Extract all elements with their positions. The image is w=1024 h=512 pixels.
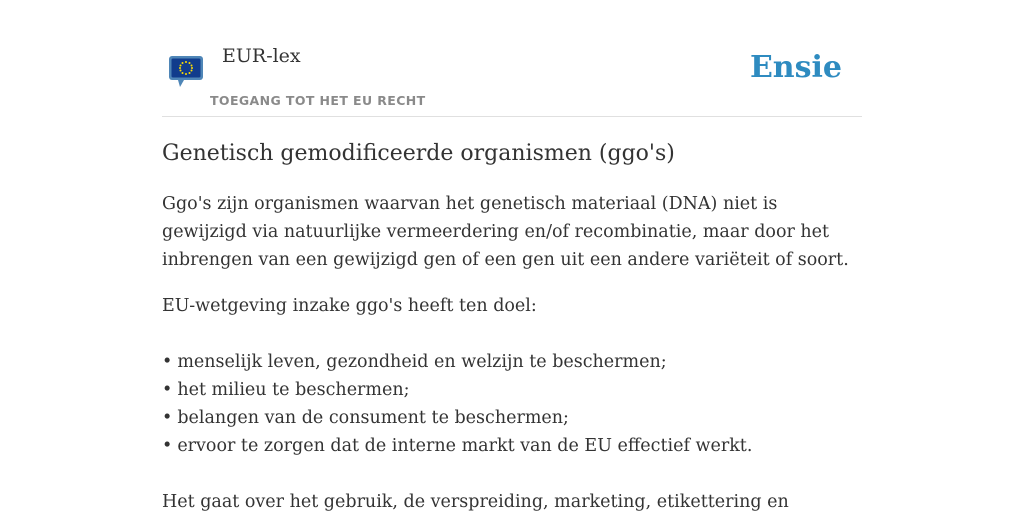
site-tagline: TOEGANG TOT HET EU RECHT bbox=[210, 93, 426, 108]
bullet-icon: • bbox=[162, 352, 173, 372]
goals-list bbox=[162, 348, 862, 460]
article bbox=[162, 138, 862, 512]
goals-intro: EU-wetgeving inzake ggo's heeft ten doel: bbox=[162, 296, 537, 316]
list-item bbox=[162, 432, 862, 460]
article-intro: Ggo's zijn organismen waarvan het genetisch materiaal (DNA) niet is gewijzigd via natuurlijke vermeerdering en/of recombinatie, maar door het inbrengen van een gewijzigd gen of een gen uit een andere variëteit of soort. bbox=[162, 194, 849, 270]
article-title: Genetisch gemodificeerde organismen (ggo's) bbox=[162, 141, 675, 166]
goal-text: belangen van de consument te beschermen; bbox=[177, 408, 569, 428]
site-name: EUR-lex bbox=[222, 45, 301, 67]
list-item bbox=[162, 404, 862, 432]
article-closing: Het gaat over het gebruik, de verspreiding, marketing, etikettering en bbox=[162, 492, 789, 512]
eu-flag-icon bbox=[168, 55, 204, 89]
goal-text: ervoor te zorgen dat de interne markt van de EU effectief werkt. bbox=[177, 436, 753, 456]
goal-text: menselijk leven, gezondheid en welzijn te beschermen; bbox=[177, 352, 667, 372]
bullet-icon: • bbox=[162, 380, 173, 400]
bullet-icon: • bbox=[162, 436, 173, 456]
bullet-icon: • bbox=[162, 408, 173, 428]
list-item bbox=[162, 348, 862, 376]
goal-text: het milieu te beschermen; bbox=[177, 380, 410, 400]
brand-logo-link[interactable]: Ensie bbox=[749, 50, 842, 85]
list-item bbox=[162, 376, 862, 404]
header bbox=[162, 0, 862, 117]
